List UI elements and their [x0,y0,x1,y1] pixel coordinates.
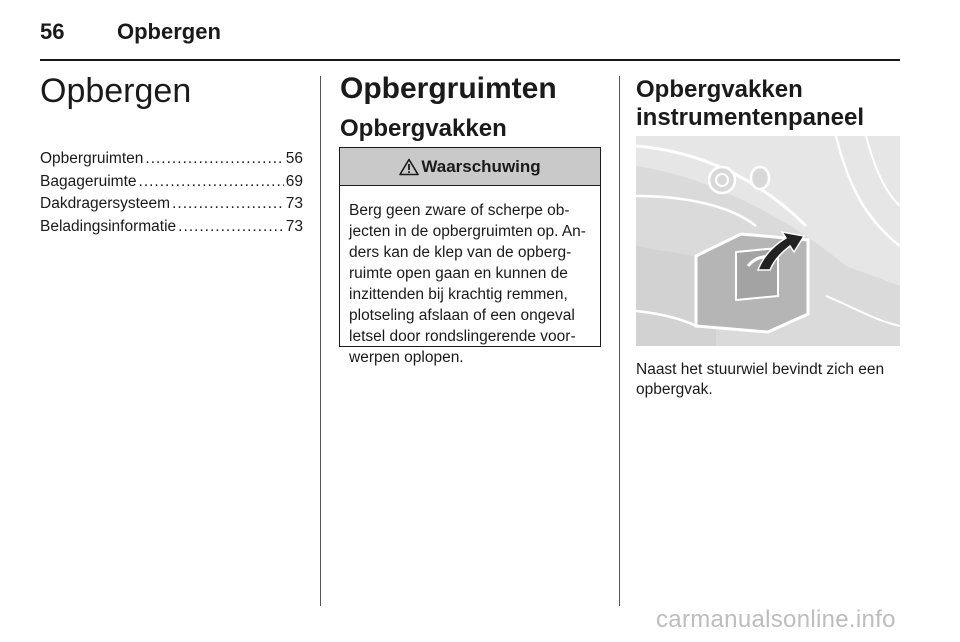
watermark: carmanualsonline.info [656,606,896,633]
subsection-title: Opbergvakken [340,115,507,142]
toc-label: Bagageruimte [40,172,137,190]
warning-triangle-icon [399,158,419,176]
toc-leader [145,150,283,168]
section-title-line: Opbergvakken [636,76,803,103]
toc-leader [139,173,284,191]
section-title: Opbergruimten [340,72,557,105]
toc-leader [172,195,284,213]
toc-page: 73 [285,217,303,235]
toc-entry[interactable] [40,173,303,196]
toc-label: Beladingsinformatie [40,217,177,235]
toc-label: Dakdragersysteem [40,195,171,212]
warning-box [339,147,601,366]
description-text [636,360,884,400]
toc-page: 56 [285,150,303,167]
toc-entry[interactable] [40,150,303,173]
warning-title: Waarschuwing [421,156,541,176]
warning-line: letsel door rondslingerende voor- [349,328,576,345]
chapter-title: Opbergen [40,72,192,110]
warning-line: plotseling afslaan of een ongeval [349,307,575,324]
section-title-line: instrumentenpaneel [636,104,865,131]
section-title [636,76,864,132]
warning-line: jecten in de opbergruimten op. An- [349,223,586,240]
toc-page: 69 [285,172,303,190]
warning-line: ruimte open gaan en kunnen de [349,265,568,282]
column-divider [619,76,620,606]
warning-line: Berg geen zware of scherpe ob- [349,202,570,219]
toc-page: 73 [285,195,303,212]
toc-entry[interactable] [40,195,303,218]
table-of-contents [40,150,303,240]
warning-body [340,186,600,368]
warning-header [340,148,600,186]
toc-label: Opbergruimten [40,150,144,167]
dashboard-illustration [636,136,900,346]
warning-line: werpen oplopen. [349,349,464,366]
description-line: Naast het stuurwiel bevindt zich een [636,361,885,378]
page-number: 56 [40,19,65,44]
warning-line: ders kan de klep van de opberg- [349,244,572,261]
warning-line: inzittenden bij krachtig remmen, [349,286,568,303]
header-title: Opbergen [117,19,221,44]
toc-leader [178,218,284,236]
column-divider [320,76,321,606]
description-line: opbergvak. [636,381,713,398]
header-rule [40,59,900,61]
toc-entry[interactable] [40,218,303,241]
